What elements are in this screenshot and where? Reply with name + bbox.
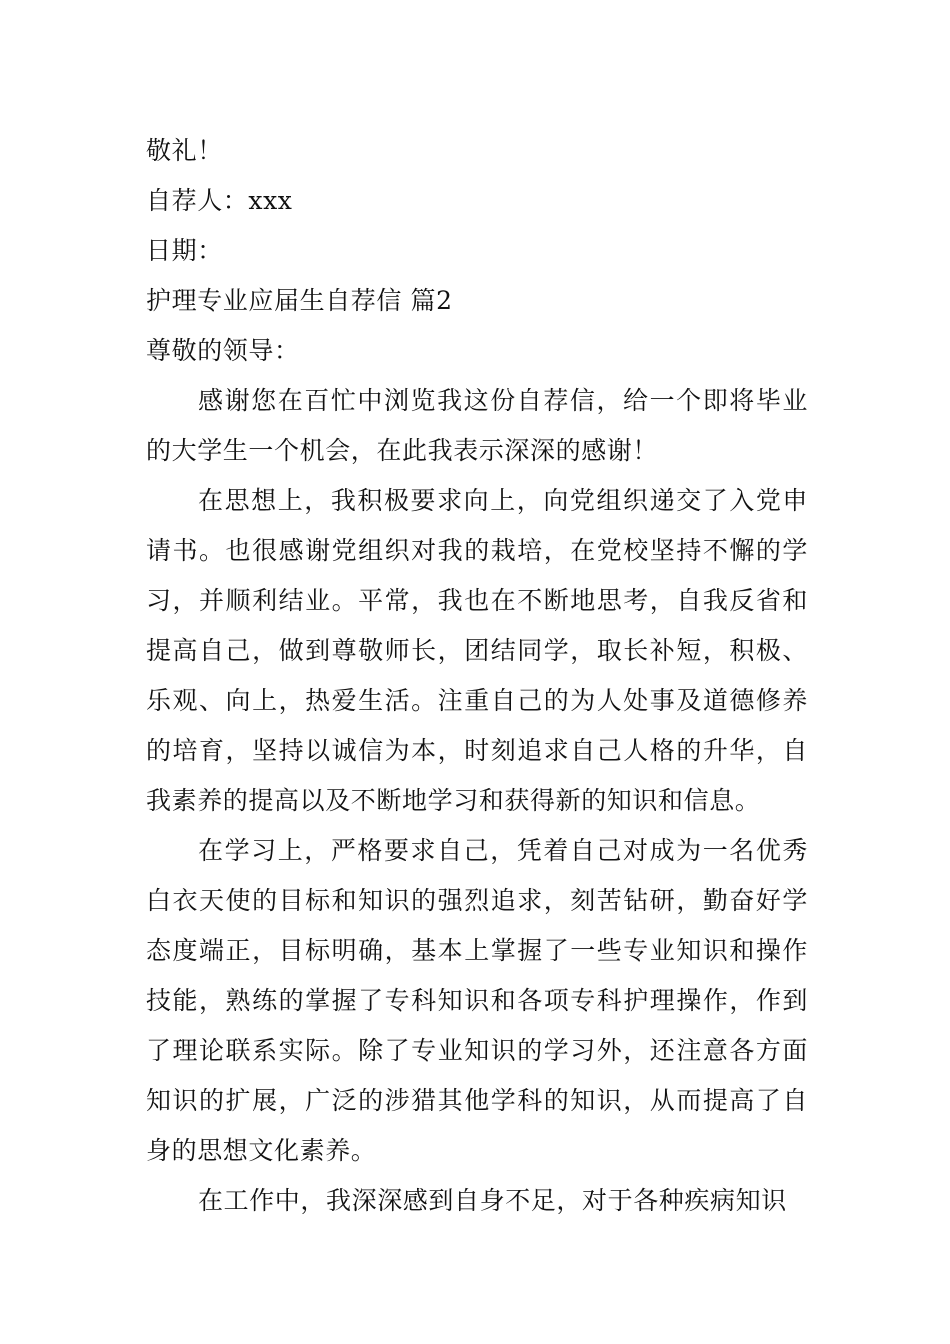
date-line: 日期：: [146, 236, 223, 265]
paragraph-thanks: 感谢您在百忙中浏览我这份自荐信，给一个即将毕业的大学生一个机会，在此我表示深深的感谢！: [146, 386, 808, 465]
paragraph-work: 在工作中，我深深感到自身不足，对于各种疾病知识: [198, 1186, 787, 1215]
closing-line: 敬礼！: [146, 136, 223, 165]
letter-body: [146, 126, 808, 1226]
paragraph-study: 在学习上，严格要求自己，凭着自己对成为一名优秀白衣天使的目标和知识的强烈追求，刻苦钻研，勤奋好学态度端正，目标明确，基本上掌握了一些专业知识和操作技能，熟练的掌握了专科知识和各项专科护理操作，作到了理论联系实际。除了专业知识的学习外，还注意各方面知识的扩展，广泛的涉猎其他学科的知识，从而提高了自身的思想文化素养。: [146, 836, 808, 1165]
signer-line: 自荐人：xxx: [146, 186, 293, 215]
salutation: 尊敬的领导：: [146, 336, 300, 365]
section-title: 护理专业应届生自荐信 篇2: [146, 286, 453, 315]
paragraph-ideology: 在思想上，我积极要求向上，向党组织递交了入党申请书。也很感谢党组织对我的栽培，在党校坚持不懈的学习，并顺利结业。平常，我也在不断地思考，自我反省和提高自己，做到尊敬师长，团结同学，取长补短，积极、乐观、向上，热爱生活。注重自己的为人处事及道德修养的培育，坚持以诚信为本，时刻追求自己人格的升华，自我素养的提高以及不断地学习和获得新的知识和信息。: [146, 486, 808, 815]
